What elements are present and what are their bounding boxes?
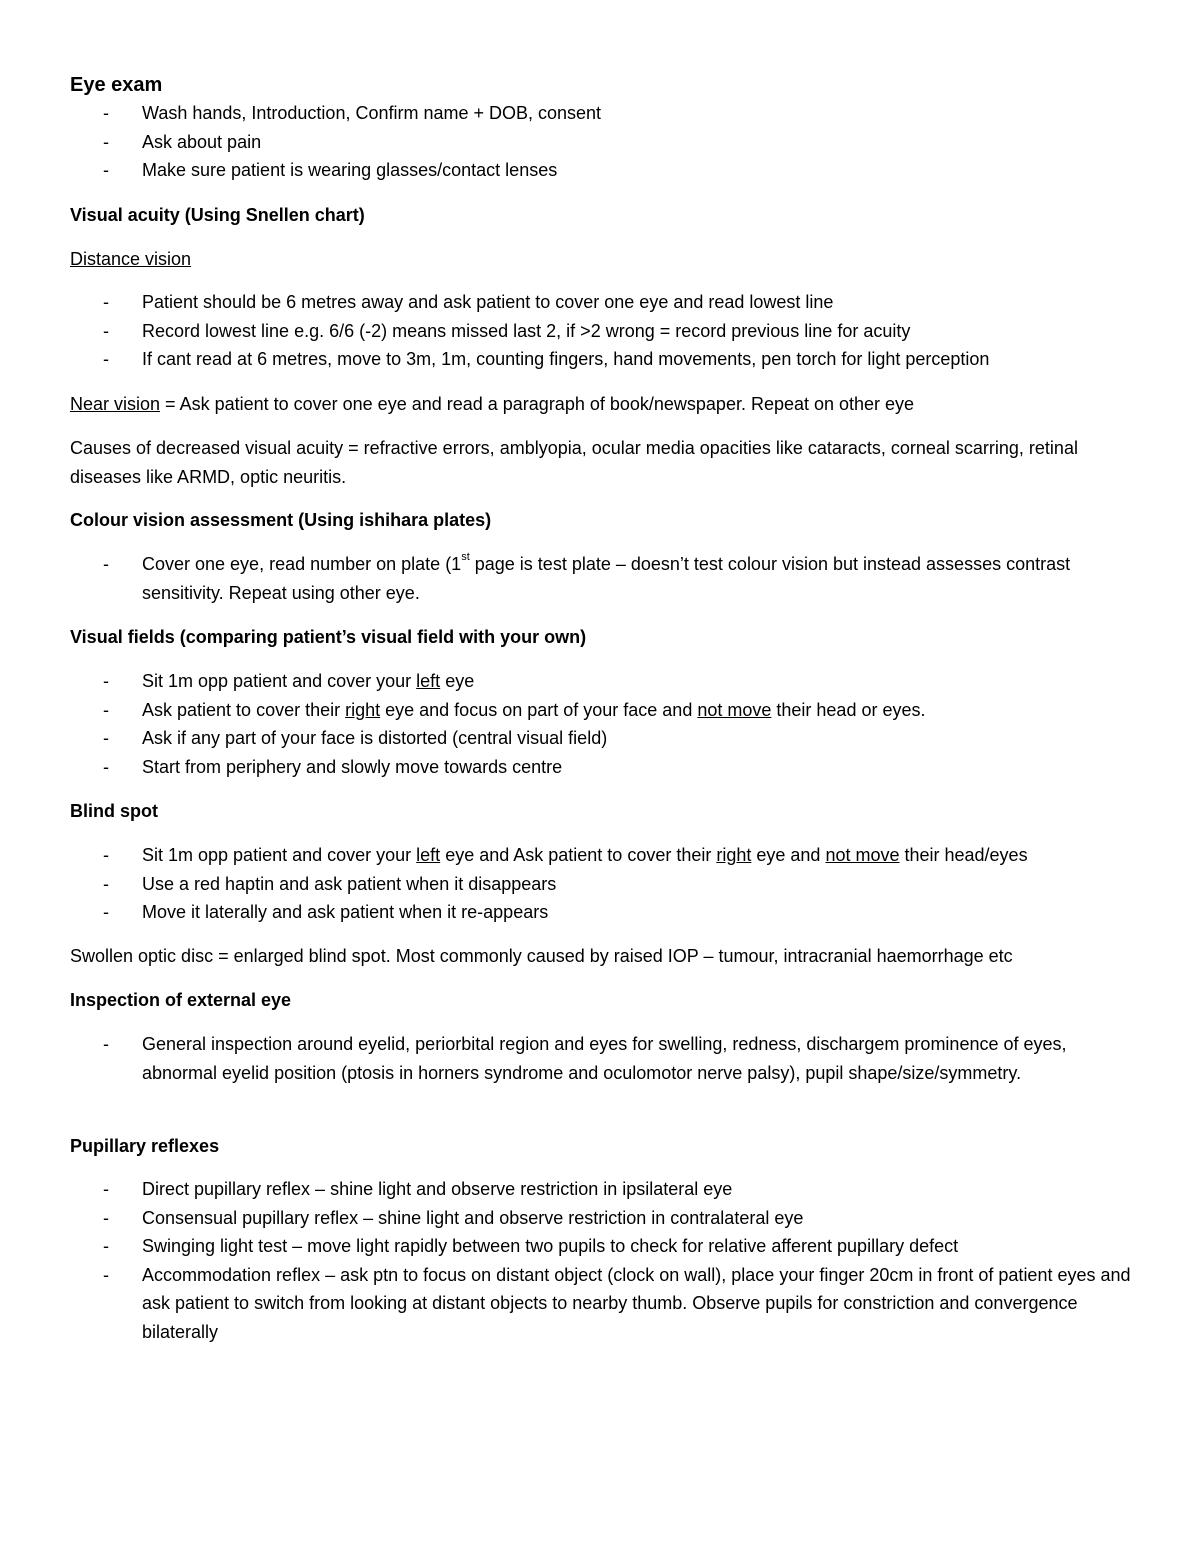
causes-paragraph: Causes of decreased visual acuity = refractive errors, amblyopia, ocular media opacities like cataracts, corneal scarring, retinal diseases like ARMD, optic neuritis. [70,438,1078,487]
intro-list [70,99,1140,185]
inspection-list [70,1030,1140,1087]
distance-vision-list [70,288,1140,374]
list-item [70,667,1140,696]
list-item: - Direct pupillary reflex – shine light and observe restriction in ipsilateral eye [70,1175,1140,1204]
distance-vision-label: Distance vision [70,249,192,269]
list-item: - Make sure patient is wearing glasses/contact lenses [70,156,1140,185]
list-item [70,550,1140,607]
pupillary-section [70,1175,1140,1346]
blind-spot-list [70,841,1140,927]
text-run: eye and [751,845,826,865]
section-heading-colour-vision: Colour vision assessment (Using ishihara plates) [70,510,492,530]
document-title: Eye exam [70,74,163,96]
section-heading-inspection: Inspection of external eye [70,990,292,1010]
superscript-st: st [461,551,470,563]
near-vision-text: = Ask patient to cover one eye and read a paragraph of book/newspaper. Repeat on other eye [160,394,915,414]
list-item: - Record lowest line e.g. 6/6 (-2) means missed last 2, if >2 wrong = record previous line for acuity [70,317,1140,346]
list-item: - Start from periphery and slowly move towards centre [70,753,1140,782]
intro-section [70,99,1140,185]
list-item: - Ask about pain [70,128,1140,157]
section-heading-visual-acuity: Visual acuity (Using Snellen chart) [70,205,365,225]
colour-vision-list [70,550,1140,607]
list-item: - Wash hands, Introduction, Confirm name + DOB, consent [70,99,1140,128]
list-item: - Swinging light test – move light rapidly between two pupils to check for relative afferent pupillary defect [70,1232,1140,1261]
colour-vision-section [70,550,1140,607]
visual-fields-list [70,667,1140,781]
list-item: - Use a red haptin and ask patient when it disappears [70,870,1140,899]
text-run: Sit 1m opp patient and cover your [142,845,417,865]
colour-vision-text-a: Cover one eye, read number on plate (1 [142,554,462,574]
list-item: - General inspection around eyelid, periorbital region and eyes for swelling, redness, dischargem prominence of eyes, abnormal eyelid position (ptosis in horners syndrome and oculomotor nerve palsy), pupil shape/size/symmetry. [70,1030,1140,1087]
underlined-right: right [716,845,752,865]
underlined-left: left [416,671,441,691]
inspection-section [70,1030,1140,1087]
section-heading-blind-spot: Blind spot [70,801,158,821]
underlined-right: right [345,699,381,720]
text-run: eye [440,671,475,691]
text-run: their head/eyes [899,845,1028,865]
list-item [70,841,1140,870]
list-item [70,696,1140,725]
distance-vision-section [70,288,1140,374]
visual-fields-section [70,667,1140,781]
section-heading-pupillary-reflexes: Pupillary reflexes [70,1136,220,1156]
text-run: eye and focus on part of your face and [380,699,698,720]
list-item: - Move it laterally and ask patient when it re-appears [70,898,1140,927]
list-item: - Ask if any part of your face is distorted (central visual field) [70,724,1140,753]
list-item: - Consensual pupillary reflex – shine light and observe restriction in contralateral eye [70,1204,1140,1233]
section-heading-visual-fields: Visual fields (comparing patient’s visual field with your own) [70,627,587,647]
subheading-distance-vision [70,245,1140,274]
list-item: - If cant read at 6 metres, move to 3m, 1m, counting fingers, hand movements, pen torch for light perception [70,345,1140,374]
list-item: - Patient should be 6 metres away and ask patient to cover one eye and read lowest line [70,288,1140,317]
text-run: Ask patient to cover their [142,699,346,720]
colour-vision-text-b: page is test plate – doesn’t test colour vision but instead assesses contrast sensitivity. Repeat using other eye. [142,554,1071,603]
text-run: eye and Ask patient to cover their [440,845,717,865]
blind-spot-section [70,841,1140,927]
swollen-disc-paragraph: Swollen optic disc = enlarged blind spot. Most commonly caused by raised IOP – tumour, intracranial haemorrhage etc [70,946,1013,966]
list-item: - Accommodation reflex – ask ptn to focus on distant object (clock on wall), place your finger 20cm in front of patient eyes and ask patient to switch from looking at distant objects to nearby thumb. Observe pupils for constriction and convergence bilaterally [70,1261,1140,1347]
text-run: Sit 1m opp patient and cover your [142,671,417,691]
near-vision-paragraph [70,390,1140,419]
underlined-not-move: not move [825,845,900,865]
text-run: their head or eyes. [771,699,926,720]
near-vision-label: Near vision [70,394,161,414]
pupillary-list [70,1175,1140,1346]
underlined-not-move: not move [697,699,772,720]
underlined-left: left [416,845,441,865]
